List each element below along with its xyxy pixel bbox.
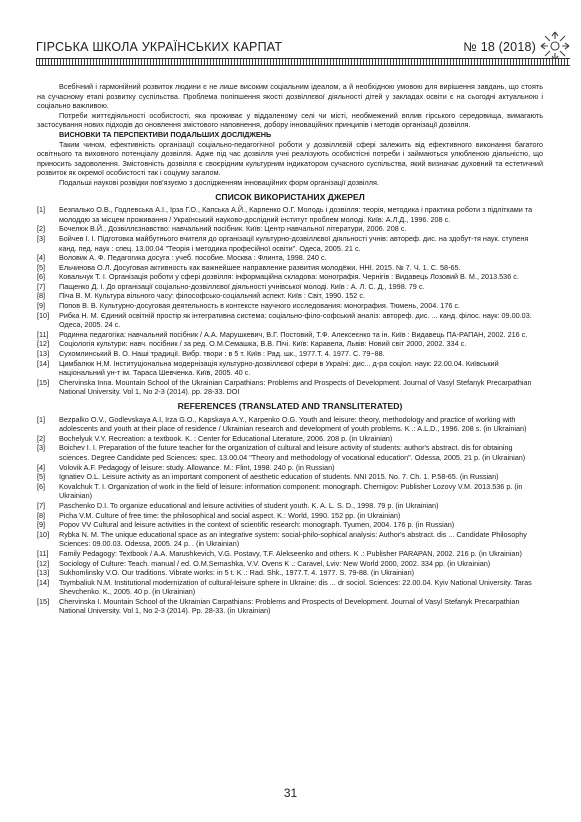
reference-item (37, 263, 543, 273)
reference-item (37, 291, 543, 301)
reference-item (37, 568, 543, 578)
reference-number: [5] (37, 472, 46, 482)
reference-item (37, 463, 543, 473)
reference-item (37, 359, 543, 378)
reference-text: Family Pedagogy: Textbook / A.A. Marushkevich, V.G. Postavy, T.F. Alekseenko and others. K .: Publisher PARAPAN, 2002. 216 p. (in Ukrainian) (59, 548, 522, 558)
issue-number: № 18 (2018) (463, 40, 536, 54)
page-content (37, 82, 543, 616)
reference-item (37, 520, 543, 530)
reference-number: [2] (37, 433, 46, 443)
reference-number: [8] (37, 291, 46, 301)
reference-item (37, 415, 543, 434)
conclusions-heading: ВИСНОВКИ ТА ПЕРСПЕКТИВИ ПОДАЛЬШИХ ДОСЛІДЖЕНЬ (59, 129, 272, 139)
body-paragraph: Таким чином, ефективність організації соціально-педагогічної роботи у дозвіллєвій сфері залежить від ефективного виконання багатого освітнього та виховного потенціалу дозвілля. Адже під час дозвілля учні реалізують особистісні потреби і займаються улюбленою діяльністю, що приносить задоволення. Змістовність дозвілля є своєрідним культурним індикатором сучасного суспільства, який визначає духовний та естетичний розвиток як окремої особистості так і соціуму загалом. (37, 139, 543, 178)
reference-text: Бочелюк В.Й., Дозвіллєзнавство: навчальний посібник. Київ: Центр навчальної літератури, 2006. 208 с. (59, 224, 407, 234)
reference-number: [12] (37, 339, 50, 349)
reference-number: [3] (37, 233, 46, 243)
reference-text: Попов В. В. Культурно-досуговая деятельность в контексте научного исследования: монография. Тюмень, 2004. 176 с. (59, 301, 461, 311)
reference-item (37, 272, 543, 282)
reference-text: Воловик А. Ф. Педагогика досуга : учеб. пособие. Москва : Флинта, 1998. 240 с. (59, 253, 327, 263)
reference-number: [6] (37, 481, 46, 491)
reference-number: [11] (37, 548, 49, 558)
reference-text: Рибка Н. М. Єдиний освітній простір як інтегративна система: соціально-філо-софський аналіз: автореф. дис. ... канд. філос. наук: 09.00.03. Одеса, 2005. 24 с. (59, 310, 532, 330)
reference-number: [4] (37, 253, 46, 263)
reference-number: [1] (37, 205, 46, 215)
journal-title: ГІРСЬКА ШКОЛА УКРАЇНСЬКИХ КАРПАТ (36, 40, 283, 54)
reference-text: Пащенко Д. І. До організації соціально-дозвіллєвої діяльності учнівської молоді. Київ : А. Л. С. Д., 1998. 79 с. (59, 281, 425, 291)
reference-text: Picha V.M. Culture of free time: the philosophical and social aspect. K.: World, 1990. 152 pp. (in Ukrainian) (59, 510, 401, 520)
reference-text: Chervinska I. Mountain School of the Ukrainian Carpathians: Problems and Prospects of Development. Journal of Vasyl Stefanyk Precarpathian National University. Vol 1, No 2-3 (2014). Pp. 28-33. (in Ukrainian) (59, 596, 520, 616)
reference-item (37, 282, 543, 292)
reference-item (37, 330, 543, 340)
reference-item (37, 301, 543, 311)
reference-item (37, 482, 543, 501)
body-paragraph: Всебічний і гармонійний розвиток людини є не лише високим соціальним ідеалом, а й необхідною умовою для вирішення завдань, що стоять на сучасному етапі розвитку суспільства. Проблема поліпшення якості дозвіллєвої діяльності дітей у закладах освіти є на сьогодні актуальною і соціально важливою. (37, 82, 543, 111)
reference-item (37, 311, 543, 330)
reference-item (37, 224, 543, 234)
reference-number: [3] (37, 443, 46, 453)
reference-item (37, 578, 543, 597)
reference-text: Popov VV Cultural and leisure activities in the context of scientific research: monograph. Tyumen, 2004. 176 p. (in Russian) (59, 520, 455, 530)
reference-text: Bezpalko O.V., Godlevskaya A.I, Irza G.O., Kapskaya A.Y., Karpenko O.G. Youth and leisure: theory, methodology and practice of working with adolescents and youth at their place of residence / Ukrainian research and development of youth problems. K .: A.L.D., 1996. 208 s. (in Ukrainian) (59, 414, 527, 434)
reference-number: [8] (37, 510, 46, 520)
reference-text: Volovik A.F. Pedagogy of leisure: study. Allowance. M.: Flint, 1998. 240 p. (in Russian) (59, 462, 335, 472)
reference-item (37, 349, 543, 359)
reference-item (37, 378, 543, 397)
reference-text: Bochelyuk V.Y. Recreation: a textbook. K. : Center for Educational Literature, 2006. 208 p. (in Ukrainian) (59, 433, 393, 443)
reference-text: Sukhomlinsky V.O. Our traditions. Vibrate works: in 5 t. K .: Rad. Shk., 1977.T. 4. 1977. S. 79-88. (in Ukrainian) (59, 568, 415, 578)
reference-number: [7] (37, 500, 46, 510)
reference-item (37, 434, 543, 444)
reference-text: Kovalchuk T. I. Organization of work in the field of leisure: information component: monograph. Chernigov: Publisher Lozovy V.M. 2013.536 p. (in Ukrainian) (59, 481, 523, 501)
reference-text: Бойчев І. І. Підготовка майбутнього вчителя до організації культурно-дозвіллєвої діяльності учнів: автореф. дис. на здобут-тя наук. ступеня канд. пед. наук : спец. 13.00.04 "Теорія і методика професійної освіти". Одеса, 2005. 21 с. (59, 233, 529, 253)
reference-item (37, 234, 543, 253)
reference-number: [10] (37, 529, 50, 539)
reference-number: [11] (37, 329, 49, 339)
reference-text: Boichev I. I. Preparation of the future teacher for the organization of cultural and leisure activity of students: author's abstract. dis for obtaining sciences. Degree Candidate ped Sciences: spec. 13.00.04 "Theory and methodology of vocational education". Odessa, 2005. 21 p. (in Ukrainian) (59, 443, 526, 462)
reference-text: Ignatiev O.L. Leisure activity as an important component of aesthetic education of students. NNI 2015. No. 7. Ch. 1. P.58-65. (in Russian) (59, 472, 499, 482)
reference-item (37, 501, 543, 511)
reference-number: [9] (37, 301, 46, 311)
references-translit-list (37, 415, 543, 616)
reference-number: [7] (37, 281, 46, 291)
reference-number: [6] (37, 272, 46, 282)
reference-number: [10] (37, 310, 50, 320)
reference-item (37, 253, 543, 263)
reference-number: [15] (37, 596, 50, 606)
reference-item (37, 472, 543, 482)
reference-number: [1] (37, 414, 46, 424)
reference-number: [4] (37, 462, 46, 472)
reference-number: [14] (37, 358, 50, 368)
reference-number: [15] (37, 377, 50, 387)
reference-number: [14] (37, 577, 50, 587)
reference-item (37, 559, 543, 569)
reference-text: Ковальчук Т. І. Організація роботи у сфері дозвілля: інформаційна складова: монографія. Чернігів : Видавець Лозовий В. М., 2013.536 с. (59, 272, 519, 282)
reference-text: Chervinska Inna. Mountain School of the Ukrainian Carpathians: Problems and Prospects of Development. Journal of Vasyl Stefanyk Precarpathian National University. Vol 1, No 2-3 (2014). pp. 28-33. DOI (59, 377, 532, 397)
header-ornament-band (36, 58, 570, 66)
reference-number: [2] (37, 224, 46, 234)
references-translit-title: REFERENCES (TRANSLATED AND TRANSLITERATED) (177, 401, 403, 411)
references-list (37, 205, 543, 397)
reference-number: [13] (37, 349, 50, 359)
reference-text: Sociology of Culture: Teach. manual / ed. O.M.Semashka, V.V. Ovens K .: Caravel, Lviv: New World 2000, 2002. 334 pp. (in Ukrainian) (59, 558, 491, 568)
reference-text: Безпалько О.В., Годлевська А.І., Ірза Г.О., Капська А.Й., Карпенко О.Г. Молодь і дозвілля: теорія, методика і практика роботи з підлітками та молоддю за місцем проживання / Український науково-дослідний інститут проблем молоді. Київ: А.Л.Д., 1996. 208 с. (59, 205, 533, 224)
reference-item (37, 549, 543, 559)
body-paragraph: Подальші наукові розвідки пов'язуємо з дослідженням інноваційних форм організації дозвілля. (59, 177, 379, 187)
page-number: 31 (283, 786, 298, 800)
running-header (36, 38, 536, 56)
reference-text: Піча В. М. Культура вільного часу: філософсько-соціальний аспект. Київ : Світ, 1990. 152 с. (59, 291, 365, 301)
reference-item (37, 530, 543, 549)
reference-text: Tsymbaliuk N.M. Institutional modernization of cultural-leisure sphere in Ukraine: dis ... dr sociol. Sciences: 22.00.04. Kyiv National University. Taras Shevchenko. K., 2005. 40 p. (in Ukrainian) (59, 577, 532, 597)
reference-item (37, 443, 543, 462)
reference-text: Родинна педагогіка: навчальний посібник / А.А. Марушкевич, В.Г. Постовий, Т.Ф. Алексеєнко та ін. Київ : Видавець ПА-РАПАН, 2002. 216 с. (59, 329, 528, 339)
references-title: СПИСОК ВИКОРИСТАНИХ ДЖЕРЕЛ (215, 191, 365, 202)
reference-text: Соціологія культури: навч. посібник / за ред. О.М.Семашка, В.В. Пічі. Київ: Каравела, Львів: Новий світ 2000, 2002. 334 с. (59, 339, 467, 349)
reference-text: Rybka N. M. The unique educational space as an integrative system: social-philo-sophical analysis: Author's abstract. dis ... Candidate Philosophy Sciences: 09.00.03. Odessa, 2005. 24 p. . (in Ukrainian) (59, 529, 527, 549)
reference-item (37, 339, 543, 349)
reference-number: [9] (37, 520, 46, 530)
reference-text: Сухомлинський В. О. Наші традиції. Вибр. твори : в 5 т. Київ : Рад. шк., 1977.Т. 4. 1977. С. 79−88. (59, 349, 385, 359)
reference-text: Paschenko D.I. To organize educational and leisure activities of student youth. K. A. L. S. D., 1998. 79 p. (in Ukrainian) (59, 500, 439, 510)
body-paragraph: Потреби життєдіяльності особистості, яка проживає у віддаленому селі чи місті, необмежений вплив гірського середовища, вимагають застосування нових підходів до оновлення змістового наповнення, добору інноваційних принципів і методів організації дозвілля. (37, 110, 543, 130)
reference-item (37, 205, 543, 224)
reference-number: [13] (37, 568, 50, 578)
reference-item (37, 511, 543, 521)
reference-number: [5] (37, 262, 46, 272)
reference-number: [12] (37, 558, 50, 568)
reference-text: Цимбалюк Н.М. Інституціональна модернізація культурно-дозвіллєвої сфери в Україні: дис... д-ра соціол. наук: 22.00.04. Київський національний ун-т ім. Тараса Шевченка. Київ, 2005. 40 с. (59, 358, 499, 378)
reference-item (37, 597, 543, 616)
reference-text: Ельчинова О.Л. Досуговая активность как важнейшее направление развития молодёжи. ННІ. 2015. № 7. Ч. 1. С. 58-65. (59, 262, 461, 272)
